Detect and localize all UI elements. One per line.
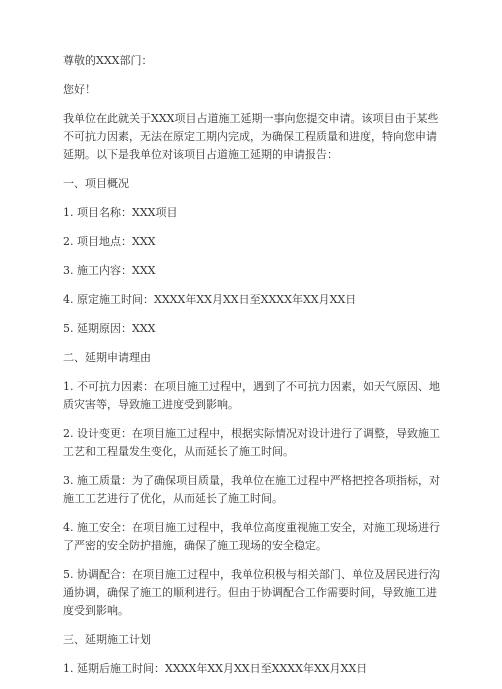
overview-item: 2. 项目地点：XXX bbox=[63, 235, 156, 248]
reason-item: 1. 不可抗力因素：在项目施工过程中，遇到了不可抗力因素，如天气原因、地质灾害等，导致施工进度受到影响。 bbox=[63, 380, 440, 411]
section-heading-reasons: 二、延期申请理由 bbox=[63, 351, 151, 364]
document-body bbox=[63, 52, 443, 689]
overview-item: 3. 施工内容：XXX bbox=[63, 264, 156, 277]
reason-item: 5. 协调配合：在项目施工过程中，我单位积极与相关部门、单位及居民进行沟通协调，确保了施工的顺利进行。但由于协调配合工作需要时间，导致施工进度受到影响。 bbox=[63, 568, 440, 617]
overview-item: 1. 项目名称：XXX项目 bbox=[63, 206, 178, 219]
reason-item: 4. 施工安全：在项目施工过程中，我单位高度重视施工安全，对施工现场进行了严密的安全防护措施，确保了施工现场的安全稳定。 bbox=[63, 521, 440, 552]
section-heading-plan: 三、延期施工计划 bbox=[63, 633, 151, 646]
salutation: 尊敬的XXX部门： bbox=[63, 54, 153, 67]
plan-item: 1. 延期后施工时间：XXXX年XX月XX日至XXXX年XX月XX日 bbox=[63, 662, 368, 675]
greeting: 您好！ bbox=[63, 83, 96, 96]
overview-item: 4. 原定施工时间：XXXX年XX月XX日至XXXX年XX月XX日 bbox=[63, 293, 357, 306]
intro-paragraph: 我单位在此就关于XXX项目占道施工延期一事向您提交申请。该项目由于某些不可抗力因素，无法在原定工期内完成，为确保工程质量和进度，特向您申请延期。以下是我单位对该项目占道施工延期的申请报告： bbox=[63, 112, 439, 161]
reason-item: 3. 施工质量：为了确保项目质量，我单位在施工过程中严格把控各项指标，对施工工艺进行了优化，从而延长了施工时间。 bbox=[63, 474, 440, 505]
reason-item: 2. 设计变更：在项目施工过程中，根据实际情况对设计进行了调整，导致施工工艺和工程量发生变化，从而延长了施工时间。 bbox=[63, 427, 440, 458]
overview-item: 5. 延期原因：XXX bbox=[63, 322, 156, 335]
section-heading-overview: 一、项目概况 bbox=[63, 177, 129, 190]
